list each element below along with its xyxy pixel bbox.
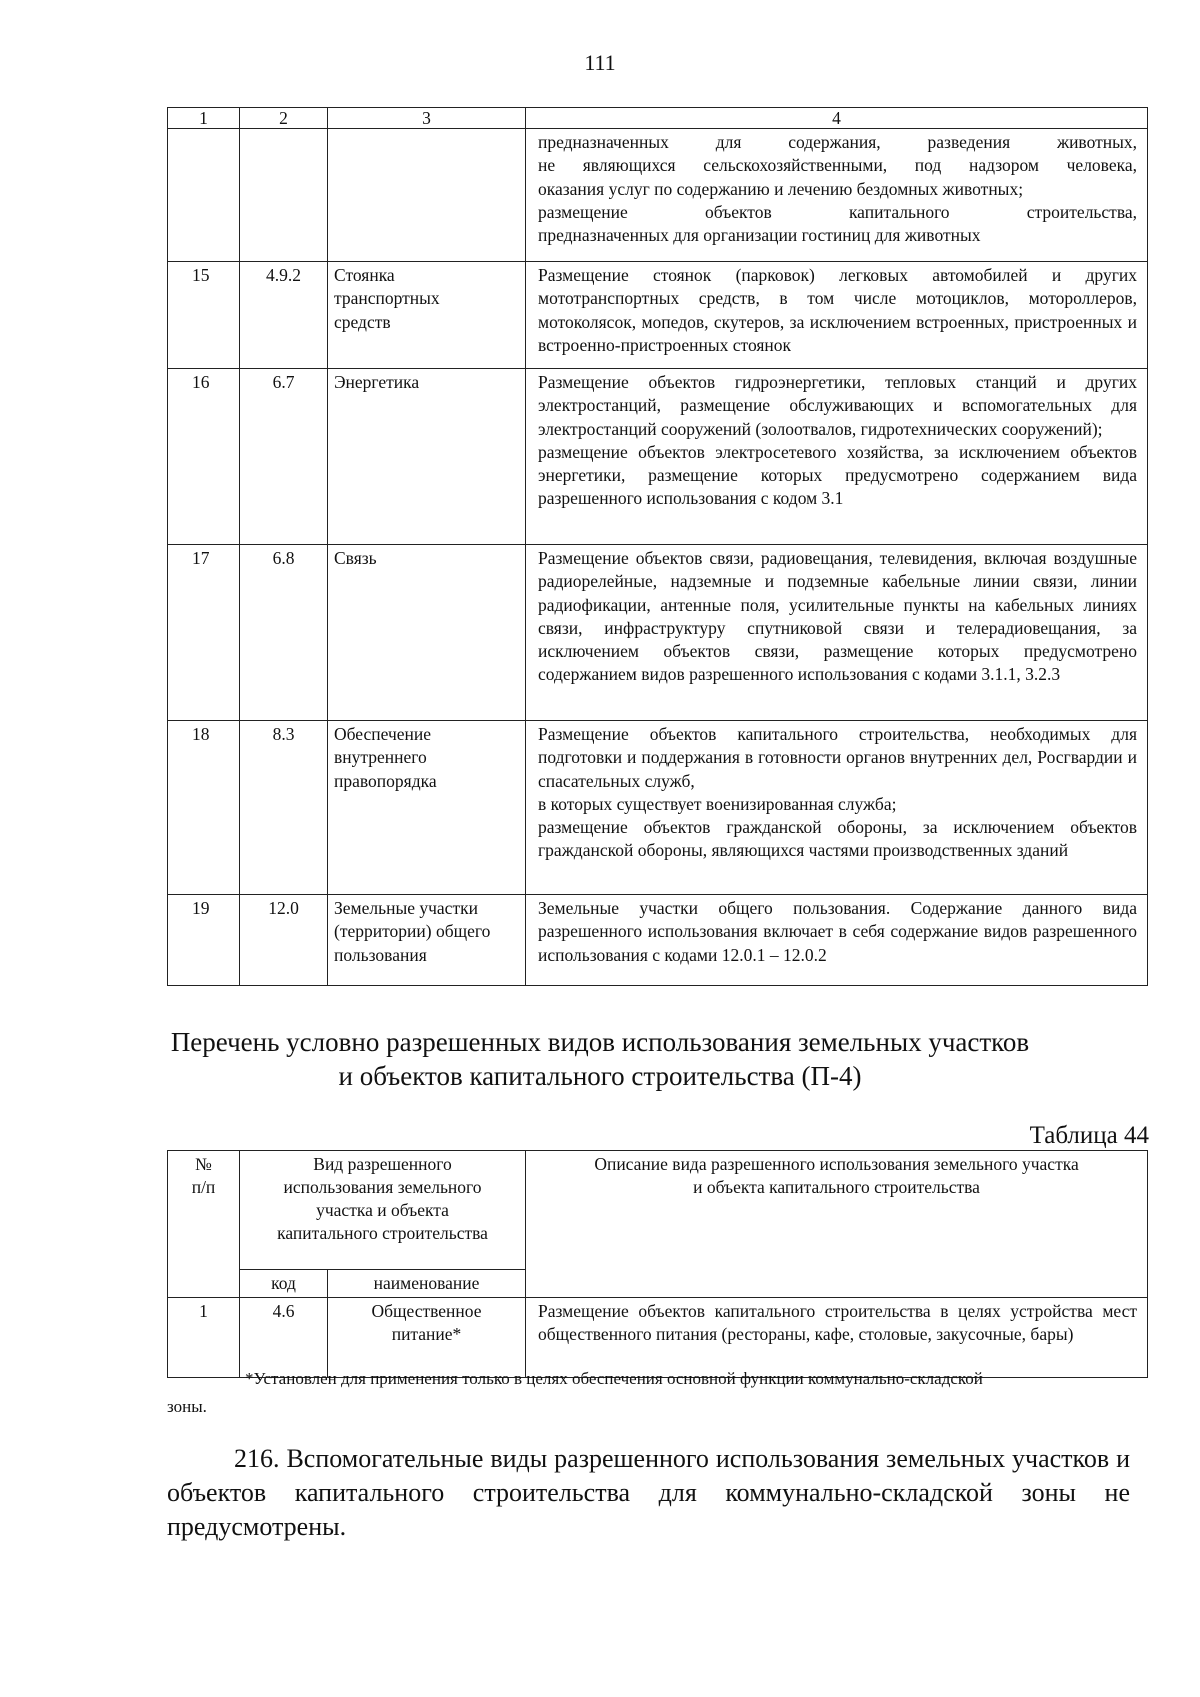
column-number-4: 4	[526, 108, 1148, 129]
column-number-3: 3	[328, 108, 526, 129]
row-name: Энергетика	[328, 369, 526, 545]
table-row	[168, 895, 1148, 986]
row-name: Связь	[328, 545, 526, 721]
row-description: Размещение объектов капитального строительства, необходимых для подготовки и поддержания в готовности органов внутренних дел, Росгвардии и спасательных служб, в которых существует военизированная служба; размещение объектов гражданской обороны, за исключением объектов гражданской обороны, являющихся частями производственных зданий	[526, 721, 1148, 895]
table-row	[168, 545, 1148, 721]
row-code: 12.0	[240, 895, 328, 986]
header-name: наименование	[328, 1270, 526, 1298]
row-description: Размещение объектов капитального строительства в целях устройства мест общественного питания (рестораны, кафе, столовые, закусочные, бары)	[526, 1298, 1148, 1378]
table-header-row	[168, 1151, 1148, 1270]
row-code: 6.8	[240, 545, 328, 721]
row-code: 8.3	[240, 721, 328, 895]
row-code: 4.6	[240, 1298, 328, 1378]
permitted-uses-table	[167, 107, 1148, 986]
row-description: Размещение стоянок (парковок) легковых автомобилей и других мототранспортных средств, в том числе мотоциклов, мотороллеров, мотоколясок, мопедов, скутеров, за исключением встроенных, пристроенных и встроенно-пристроенных стоянок	[526, 262, 1148, 369]
footnote: *Установлен для применения только в целях обеспечения основной функции коммунально-складской зоны.	[167, 1369, 983, 1416]
row-name: Обеспечение внутреннего правопорядка	[328, 721, 526, 895]
table-row	[168, 721, 1148, 895]
row-description: Размещение объектов гидроэнергетики, тепловых станций и других электростанций, размещение обслуживающих и вспомогательных для электростанций сооружений (золоотвалов, гидротехнических сооружений); размещение объектов электросетевого хозяйства, за исключением объектов энергетики, размещение которых предусмотрено содержанием вида разрешенного использования с кодом 3.1	[526, 369, 1148, 545]
row-code: 4.9.2	[240, 262, 328, 369]
row-number: 1	[168, 1298, 240, 1378]
table-row	[168, 262, 1148, 369]
table-row	[168, 369, 1148, 545]
row-name: Земельные участки (территории) общего пользования	[328, 895, 526, 986]
row-number: 16	[168, 369, 240, 545]
row-name: Общественное питание*	[328, 1298, 526, 1378]
table-header-row	[168, 108, 1148, 129]
row-number: 18	[168, 721, 240, 895]
row-code: 6.7	[240, 369, 328, 545]
paragraph-216: 216. Вспомогательные виды разрешенного использования земельных участков и объектов капитального строительства для коммунально-складской зоны не предусмотрены.	[167, 1444, 1130, 1541]
table-label: Таблица 44	[1029, 1122, 1149, 1149]
column-number-2: 2	[240, 108, 328, 129]
row-name: Стоянка транспортных средств	[328, 262, 526, 369]
header-code: код	[240, 1270, 328, 1298]
continuation-row	[168, 129, 1148, 262]
continuation-description: предназначенных для содержания, разведения животных, не являющихся сельскохозяйственными, под надзором человека, оказания услуг по содержанию и лечению бездомных животных; размещение объектов капитального строительства, предназначенных для организации гостиниц для животных	[526, 129, 1148, 262]
row-number: 19	[168, 895, 240, 986]
column-number-1: 1	[168, 108, 240, 129]
section-heading: Перечень условно разрешенных видов использования земельных участков и объектов капитального строительства (П-4)	[170, 1027, 1030, 1091]
conditional-uses-table	[167, 1150, 1148, 1378]
row-description: Земельные участки общего пользования. Содержание данного вида разрешенного использования включает в себя содержание видов разрешенного использования с кодами 12.0.1 – 12.0.2	[526, 895, 1148, 986]
row-number: 15	[168, 262, 240, 369]
header-number: № п/п	[168, 1151, 240, 1298]
row-number: 17	[168, 545, 240, 721]
page-number: 111	[584, 50, 616, 75]
header-use-type: Вид разрешенного использования земельного участка и объекта капитального строительства	[240, 1151, 526, 1270]
row-description: Размещение объектов связи, радиовещания, телевидения, включая воздушные радиорелейные, надземные и подземные кабельные линии связи, линии радиофикации, антенные поля, усилительные пункты на кабельных линиях связи, инфраструктуру спутниковой связи и телерадиовещания, за исключением объектов связи, размещение которых предусмотрено содержанием видов разрешенного использования с кодами 3.1.1, 3.2.3	[526, 545, 1148, 721]
header-description: Описание вида разрешенного использования земельного участка и объекта капитального строительства	[526, 1151, 1148, 1298]
